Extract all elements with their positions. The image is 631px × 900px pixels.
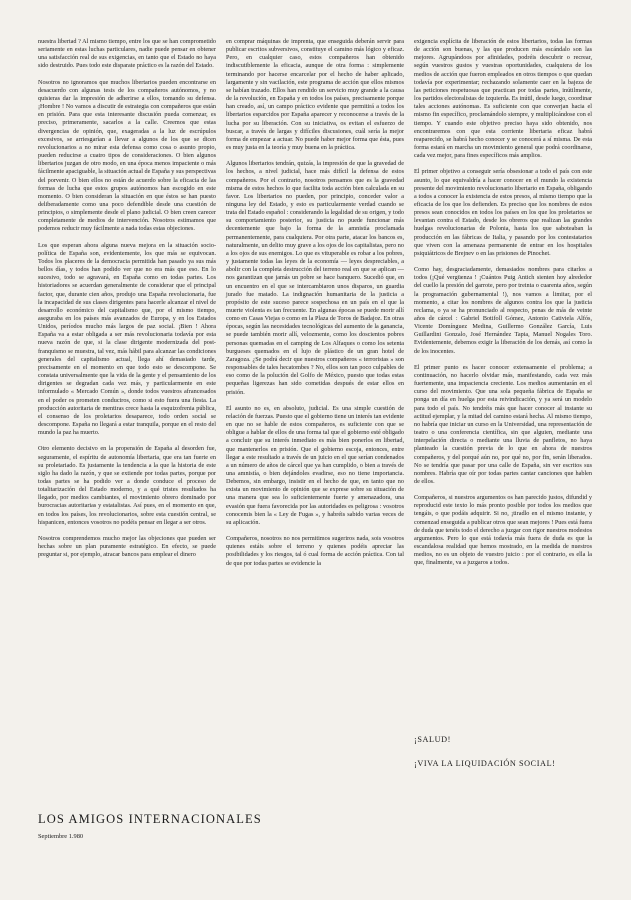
paragraph: Otro elemento decisivo en la propensión de España al desorden fue, seguramente, el espíritu de autonomía libertaria, que era tan fuerte en su proletariado. Es justamente la tendencia a la que la historia de este siglo ha dado la razón, y que se extiende por todas partes, porque por todas partes se ha podido ver a donde conduce el proceso de totalitarización del Estado moderno, y a qué tristes resultados ha llegado, por medios cambiantes, el movimiento obrero dominado por burocracias autoritarias y estatalistas. Así pues, en el momento en que, en todos los países, los revolucionarios, sobre esta cuestión central, se hispanicen, entonces vosotros no podéis pensar en llegar a ser otros.	[38, 445, 216, 526]
paragraph: Los que esperan ahora alguna nueva mejora en la situación socio-política de España son, evidentemente, los que más se equivocan. Todos los placeres de la democracia permitida han pasado ya sus más bellos días, y todos han podido ver que no era más que eso. En lo sucesivo, todo se agravará, en España como en todas partes. Los historiadores se acuerdan generalmente de considerar que el principal factor, que, durante cien años, produjo una España revolucionaria, fue la incapacidad de sus clases dirigentes para hacerle alcanzar el nivel de desarrollo económico del capitalismo que, por el mismo tiempo, aseguraba en los países más avanzados de Europa, y en los Estados Unidos, períodos mucho más largos de paz social. ¡Bien ! Ahora España va a estar obligada a ser más revolucionaria todavía por esta nueva razón de que, si la clase dirigente modernizada del post-franquismo se muestra, tal vez, más hábil para alcanzar las condiciones generales del capitalismo actual, llega ahí demasiado tarde, precisamente en el momento en que todo esto se descompone. Se constata universalmente que la vida de la gente y el pensamiento de los dirigentes se degradan cada vez más, y particularmente en este informulado « Mercado Común », donde todos vuestros afrancesados en el poder os prometen conduciros, como si esto fuera una fiesta. La producción autoritaria de mentiras crece hasta la esquizofrenia pública, el consenso de los proletarios desaparece, todo orden social se descompone. España no llegará a estar tranquila, porque en el resto del mundo la paz ha muerto.	[38, 241, 216, 437]
signature-name: LOS AMIGOS INTERNACIONALES	[38, 812, 262, 826]
text-column-1	[38, 38, 216, 793]
paragraph: Compañeros, si nuestros argumentos os han parecido justos, difundid y reproducid este texto lo más pronto posible por todos los medios que tengáis, o que podáis adquirir. Si no, ¡tiradlo en el mismo instante, y comenzad enseguida a publicar otros que sean mejores ! Pues está fuera de duda que tenéis todo el derecho a juzgar con rigor nuestros modestos argumentos. Pero lo que está todavía más fuera de duda es que la escandalosa realidad que hemos mostrado, en la medida de nuestros medios, no es un objeto de vuestro juicio : por el contrario, es ella la que, finalmente, va a juzgaros a todos.	[414, 494, 593, 567]
paragraph: Nosotros comprendemos mucho mejor las objeciones que pueden ser hechas sobre un plan puramente estratégico. En efecto, se puede preguntar si, por ejemplo, atracar bancos para emplear el dinero	[38, 534, 216, 559]
paragraph: El primer objetivo a conseguir sería obsesionar a todo el país con este asunto, lo que equivaldría a hacer conocer en el mundo la existencia presente del movimiento revolucionario libertario en España, obligando a todos a conocer la existencia de estos presos, al mismo tiempo que la eficacia de los que los defienden. Es preciso que los nombres de estos presos sean conocidos en todos los países en los que los proletarios se levantan contra el Estado, desde los obreros que realizan las grandes huelgas revolucionarias de Polonia, hasta los que saboteaban la producción en las fábricas de Italia, y pasando por los contestatarios que viven con la amenaza permanente de entrar en los hospitales psiquiátricos de Brejnev o en las prisiones de Pinochet.	[414, 168, 592, 257]
text-column-3	[414, 38, 593, 567]
paragraph: exigencia explícita de liberación de estos libertarios, todas las formas de acción son buenas, y las que producen más escándalo son las mejores. Agrupándoos por afinidades, podréis descubrir o recrear, según vuestros gustos y vuestras oportunidades, cualquiera de los medios de acción que fueron empleados en otros tiempos o que quedan todavía por experimentar; rechazando solamente caer en la bajeza de las peticiones respetuosas que practican por todas partes, inútilmente, los partidos electoralistas de izquierda. Es inútil, desde luego, coordinar tales acciones autónomas. Es suficiente con que converjan hacia el mismo fin específico, proclamándolo siempre, y multiplicándose con el tiempo. Y cuando este objetivo preciso haya sido obtenido, nos encontraremos con que esta corriente libertaria eficaz habrá reaparecido, se habrá hecho conocer y se conocerá a sí misma. De esta forma estará en marcha un movimiento general que podrá coordinarse, cada vez mejor, para fines específicos más amplios.	[414, 38, 592, 160]
text-column-2	[226, 38, 404, 776]
paragraph: Algunos libertarios tendrán, quizás, la impresión de que la gravedad de los hechos, a nivel judicial, hace más difícil la defensa de estos compañeros. Por el contrario, nosotros pensamos que es la gravedad misma de estos hechos lo que facilita toda acción bien calculada en su favor. Los libertarios no pueden, por principio, conceder valor a ninguna ley del Estado, y esto es particularmente verdad cuando se trata del Estado español : considerando la legalidad de su origen, y todo su comportamiento posterior, su justicia no puede funcionar más decentemente que bajo la forma de la amnistía proclamada permanentemente, para cualquiera. Por otra parte, atacar los bancos es, naturalmente, un delito muy grave a los ojos de los capitalistas, pero no a los ojos de sus enemigos. Lo que es vituperable es robar a los pobres, y justamente todas las leyes de la economía — leyes despreciables, a abolir con la completa destrucción del terreno real en que se aplican — nos garantizan que jamás un pobre se hace banquero. Sucedió que, en un encuentro en el que se intercambiaron unos disparos, un guardia jurado fue matado. La indignación humanitaria de la justicia a propósito de este suceso parece sospechosa en un país en el que la muerte violenta es tan frecuente. En algunas épocas se puede morir allí como en Casas Viejas o como en la Plaza de Toros de Badajoz. En otras épocas, según las necesidades tecnológicas del aumento de la ganancia, se puede también morir allí, velozmente, como los doscientos pobres personas quemadas en el camping de Los Alfaques o como los setenta burgueses quemados en el lujo de plástico de un gran hotel de Zaragoza. ¿Se podrá decir que nuestros compañeros « terroristas » son responsables de tales hecatombes ? No, ellos son tan poco culpables de eso como de la polución del Golfo de México, puesto que todas estas pequeñas ligerezas han sido cometidas después de estar ellos en prisión.	[226, 160, 404, 396]
paragraph: Nosotros no ignoramos que muchos libertarios pueden encontrarse en desacuerdo con algunas tesis de los compañeros autónomos, y no quisieras dar la impresión de adherirse a ellos, tomando su defensa. ¡Hombre ! No vamos a discutir de estrategia con compañeros que están en prisión. Para que esta interesante discusión pueda comenzar, es preciso, primeramente, sacarlos a la calle. Creemos que estas divergencias de opinión, que, exageradas a la luz de escrúpulos excesivos, se arriesgarían a llevar a algunos de los que se dicen revolucionarios a no mirar esta defensa como cosa o asunto propio, pueden reducirse a cuatro tipos de consideraciones. O bien algunos libertarios juzgan de otro modo, en una época menos impaciente o más fácilmente apaciguable, la situación actual de España y sus perspectivas del porvenir. O bien ellos no están de acuerdo sobre la eficacia de las formas de lucha que estos grupos autónomos han escogido en este momento. O bien consideran la situación en que éstos se han puesto deliberadamente como una poco defendible desde una cuestión de principios, o simplemente desde el plano judicial. O bien creen carecer completamente de medios de intervención. Nosotros estimamos que podemos reducir muy fácilmente a nada todas estas objeciones.	[38, 78, 216, 233]
closing-slogan: ¡VIVA LA LIQUIDACIÓN SOCIAL!	[414, 759, 556, 768]
paragraph: en comprar máquinas de imprenta, que enseguida deberán servir para publicar escritos subversivos, constituye el camino más lógico y eficaz. Pero, en cualquier caso, estos compañeros han obtenido indiscutiblemente la eficacia, aunque de otra forma : simplemente terminando por hacerse encarcelar por el hecho de haber aplicado, largamente y sin vacilación, este programa de acción que ellos mismos se habían trazado. Ellos han rendido un servicio muy grande a la causa de la revolución, en España y en todos los países, precisamente porque han creado, así, un campo práctico evidente que permitirá a todos los libertarios esparcidos por España aparecer y reconocerse a través de la lucha por su liberación. Con su iniciativa, os evitan el esfuerzo de buscar, a través de largas y difíciles discusiones, cuál sería la mejor forma de empezar a actuar. No puede haber mejor forma que ésta, pues es muy justa en la teoría y muy buena en la práctica.	[226, 38, 404, 152]
paragraph: Como hay, desgraciadamente, demasiados nombres para citarlos a todos (¡Qué vergüenza ! ¡Cuántos Puig Antich sienten hoy alrededor del cuello la presión del garrote, pero por treinta o cuarenta años, según la programación gubernamental !), nos vamos a limitar, por el momento, a citar los nombres de algunos contra los que la justicia reclama, o ya se ha pronunciado al respecto, penas de más de veinte años de cárcel : Gabriel Botifoll Gómez, Antonio Cativiela Alfós, Vicente Domínguez Medina, Guillermo González García, Luis Guillardini Gonzalo, José Hernández Tapia, Manuel Nogales Toro. Evidentemente, debemos exigir la liberación de los demás, así como la de los inocentes.	[414, 266, 592, 355]
paragraph: El asunto no es, en absoluto, judicial. Es una simple cuestión de relación de fuerzas. Puesto que el gobierno tiene un interés tan evidente en que no se hable de estos compañeros, es suficiente con que se obligue a hablar de ellos de una forma tal que el gobierno esté obligado a concluir que su interés inmediato es más bien ponerlos en libertad, que mantenerlos en prisión. Que el gobierno escoja, entonces, entre llegar a este resultado a través de un juicio en el que serían condenados a un número de años de cárcel que ya han cumplido, o bien a través de una amnistía, o bien dejándoles evadirse, eso no tiene importancia. Debemos, sin embargo, insistir en el hecho de que, en tanto que no exista un movimiento de opinión que se exprese sobre su situación de una manera que sea lo suficientemente fuerte y amenazadora, una evasión que fuera favorecida por las autoridades es peligrosa : vosotros conocemis bien la « Ley de Fugas », y habréis sabido varias veces de su aplicación.	[226, 404, 404, 526]
closing-greeting: ¡SALUD!	[414, 735, 451, 744]
paragraph: Compañeros, nosotros no nos permitimos sugeriros nada, sois vosotros quienes estáis sobre el terreno y quienes podéis apreciar las posibilidades y los riesgos, tal ó cual forma de acción práctica. Con tal de que por todas partes se evidencie la	[226, 535, 404, 567]
signature-date: Septiembre 1.980	[38, 833, 84, 840]
paragraph: nuestra libertad ? Al mismo tiempo, entre los que se han comprometido seriamente en estas luchas particulares, nadie puede pensar en obtener una satisfacción real de sus exigencias, en tanto que el Estado no haya sido destruido. Pues todo este disparate práctico es la razón del Estado.	[38, 38, 216, 70]
signature-block	[38, 812, 262, 840]
paragraph: El primer punto es hacer conocer extensamente el problema; a continuación, no hacerlo olvidar más, manifestando, cada vez más fuertemente, una impaciencia creciente. Los medios aumentarán en el curso del movimiento. Que una sola pequeña fábrica de España se ponga un día en huelga por esta reivindicación, y ya será un modelo para todo el país. No tendréis más que hacer conocer al instante su actitud ejemplar, y la mitad del camino estará hecha. Al mismo tiempo, no habría que iniciar un curso en la Universidad, una representación de teatro o una conferencia científica, sin que alguien, mediante una interpelación directa o mediante una lluvia de panfletos, no haya planteado la cuestión previa de lo que en ahora de nuestros compañeros, y del porqué aún no, por qué no, por fin, serán liberados. No se tendría que pasar por una calle de España, sin ver escritos sus nombres. Habría que oír por todas partes cantar canciones que hablen de ellos.	[414, 363, 592, 485]
